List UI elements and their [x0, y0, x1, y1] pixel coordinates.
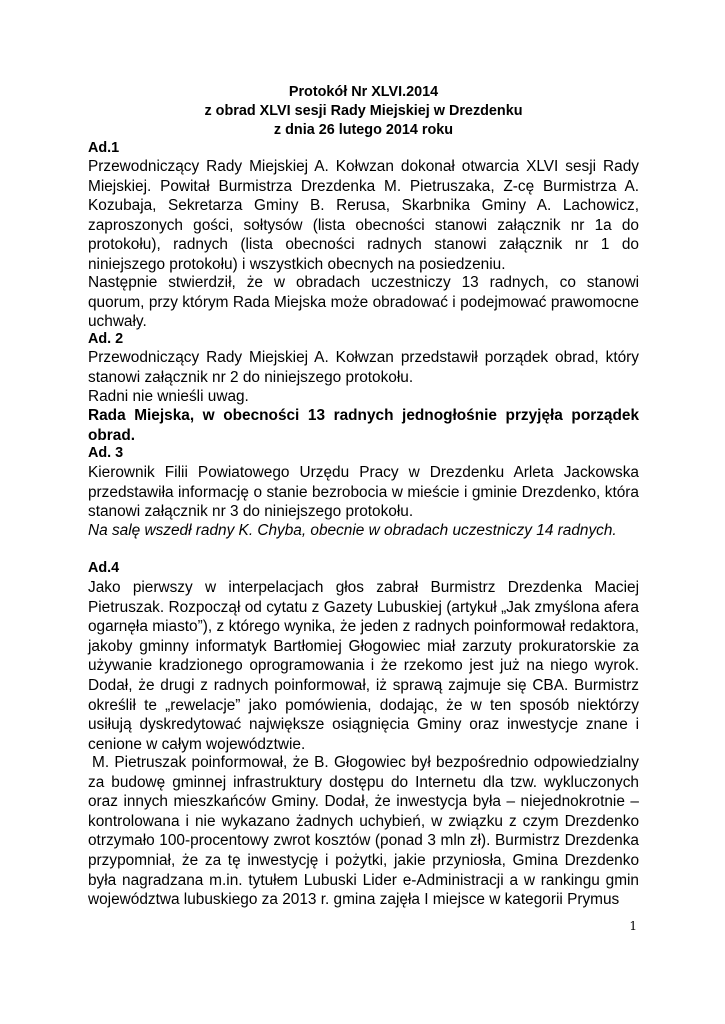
section-heading-ad2: Ad. 2: [88, 331, 124, 347]
ad2-resolution: Rada Miejska, w obecności 13 radnych jednogłośnie przyjęła porządek obrad.: [88, 407, 639, 444]
ad4-paragraph-2: M. Pietruszak poinformował, że B. Głogowiec był bezpośrednio odpowiedzialny za budowę gminnej infrastruktury dostępu do Internetu dla tzw. wykluczonych oraz innych mieszkańców Gminy. Dodał, że inwestycja była – niejednokrotnie – kontrolowana i nie wykazano żadnych uchybień, w związku z czym Drezdenko otrzymało 100-procentowy zwrot kosztów (ponad 3 mln zł). Burmistrz Drezdenka przypomniał, że za tę inwestycję i pożytki, jakie przyniosła, Gmina Drezdenko była nagradzana m.in. tytułem Lubuski Lider e-Administracji a w rankingu gmin województwa lubuskiego za 2013 r. gmina zajęła I miejsce w kategorii Prymus: [88, 754, 639, 909]
ad4-paragraph-1: Jako pierwszy w interpelacjach głos zabrał Burmistrz Drezdenka Maciej Pietruszak. Rozpoczął od cytatu z Gazety Lubuskiej (artykuł „Jak zmyślona afera ogarnęła miasto”), z którego wynika, że jeden z radnych poinformował redaktora, jakoby gminny informatyk Bartłomiej Głogowiec miał zarzuty prokuratorskie za używanie kradzionego oprogramowania i że rzekomo jest już na niego wyrok. Dodał, że drugi z radnych poinformował, iż sprawą zajmuje się CBA. Burmistrz określił te „rewelacje” jako pomówienia, dodając, że w ten sposób niektórzy usiłują dyskredytować największe osiągnięcia Gminy oraz inwestycje znane i cenione w całym województwie.: [88, 579, 639, 753]
section-heading-ad3: Ad. 3: [88, 445, 124, 461]
ad1-paragraph-1: Przewodniczący Rady Miejskiej A. Kołwzan dokonał otwarcia XLVI sesji Rady Miejskiej. Powitał Burmistrza Drezdenka M. Pietruszaka, Z-cę Burmistrza A. Kozubaja, Sekretarza Gminy B. Rerusa, Skarbnika Gminy A. Lachowicz, zaproszonych gości, sołtysów (lista obecności stanowi załącznik nr 1a do protokołu), radnych (lista obecności radnych stanowi załącznik nr 1 do niniejszego protokołu) i wszystkich obecnych na posiedzeniu.: [88, 158, 639, 273]
document-date: z dnia 26 lutego 2014 roku: [273, 122, 454, 138]
document-subtitle: z obrad XLVI sesji Rady Miejskiej w Drezdenku: [204, 103, 523, 119]
page-number: 1: [629, 919, 637, 933]
section-heading-ad1: Ad.1: [88, 140, 120, 156]
document-title: Protokół Nr XLVI.2014: [288, 84, 439, 100]
ad2-paragraph-1: Przewodniczący Rady Miejskiej A. Kołwzan przedstawił porządek obrad, który stanowi załącznik nr 2 do niniejszego protokołu.: [88, 349, 639, 386]
ad3-paragraph-1: Kierownik Filii Powiatowego Urzędu Pracy w Drezdenku Arleta Jackowska przedstawiła informację o stanie bezrobocia w mieście i gminie Drezdenko, która stanowi załącznik nr 3 do niniejszego protokołu.: [88, 464, 639, 521]
ad1-paragraph-2: Następnie stwierdził, że w obradach uczestniczy 13 radnych, co stanowi quorum, przy którym Rada Miejska może obradować i podejmować prawomocne uchwały.: [88, 274, 639, 331]
section-heading-ad4: Ad.4: [88, 560, 120, 576]
ad3-note: Na salę wszedł radny K. Chyba, obecnie w obradach uczestniczy 14 radnych.: [88, 522, 617, 539]
ad2-paragraph-2: Radni nie wnieśli uwag.: [88, 388, 249, 405]
